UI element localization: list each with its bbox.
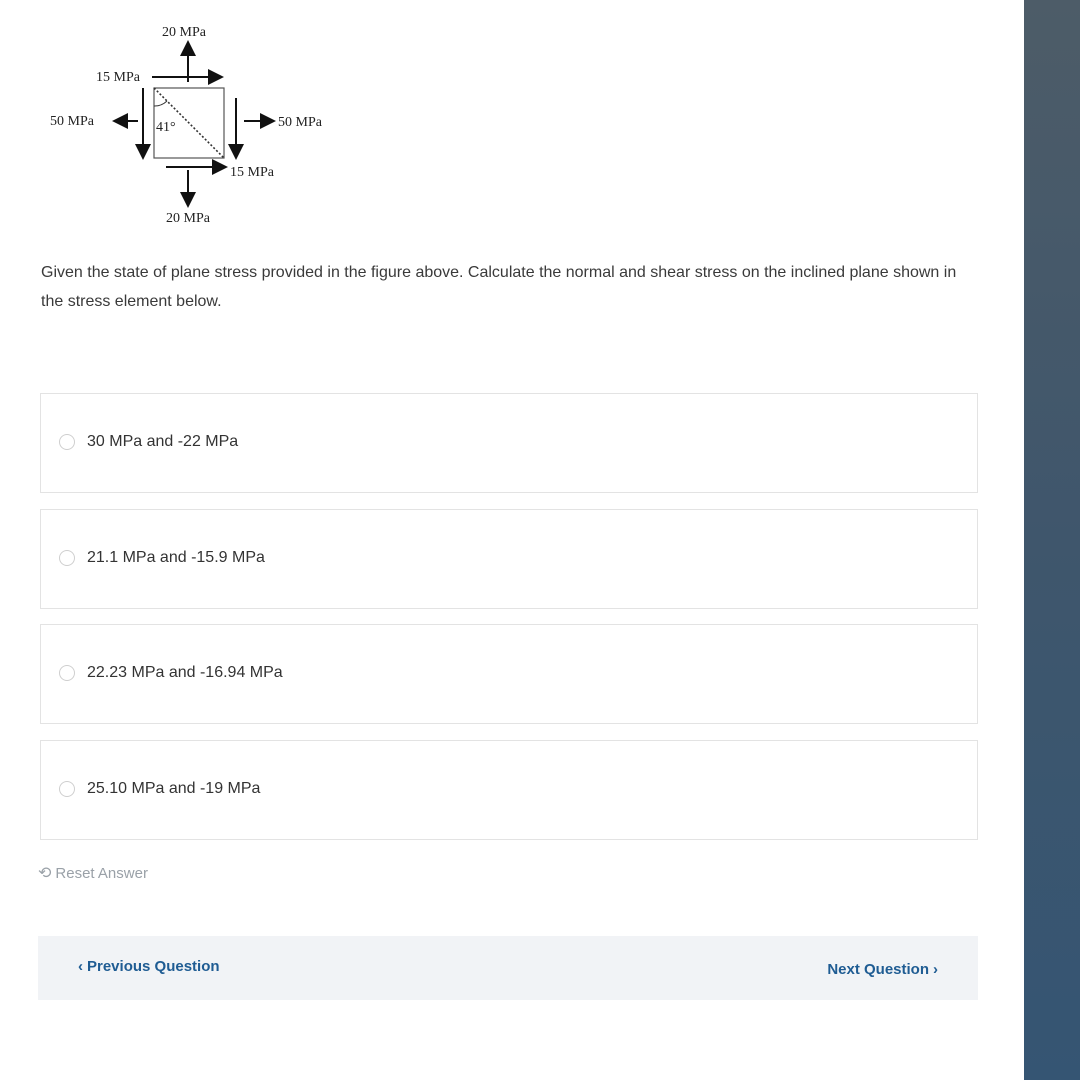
answer-option-2[interactable] bbox=[40, 509, 978, 609]
undo-icon: ⟲ bbox=[38, 864, 52, 882]
stress-element-diagram bbox=[30, 10, 350, 235]
previous-question-button[interactable] bbox=[78, 958, 220, 975]
bottom-shear-label: 15 MPa bbox=[230, 165, 274, 180]
answer-option-label: 22.23 MPa and -16.94 MPa bbox=[87, 664, 283, 681]
radio-button[interactable] bbox=[59, 781, 75, 797]
answer-option-label: 25.10 MPa and -19 MPa bbox=[87, 780, 261, 797]
left-stress-label: 50 MPa bbox=[50, 114, 94, 129]
right-side-panel bbox=[1024, 0, 1080, 1080]
top-shear-label: 15 MPa bbox=[96, 70, 140, 85]
bottom-stress-label: 20 MPa bbox=[166, 211, 210, 226]
chevron-right-icon: › bbox=[933, 961, 938, 978]
stress-element-figure bbox=[30, 10, 350, 235]
answer-option-label: 30 MPa and -22 MPa bbox=[87, 433, 239, 450]
answer-option-4[interactable] bbox=[40, 740, 978, 840]
angle-label: 41° bbox=[156, 120, 176, 135]
radio-button[interactable] bbox=[59, 550, 75, 566]
radio-button[interactable] bbox=[59, 434, 75, 450]
question-text: Given the state of plane stress provided in the figure above. Calculate the normal and shear stress on the inclined plane shown in the stress element below. bbox=[41, 264, 957, 310]
question-navigation-bar bbox=[38, 936, 978, 1000]
next-question-label: Next Question bbox=[827, 961, 929, 978]
reset-answer-label: Reset Answer bbox=[55, 865, 148, 882]
answer-option-label: 21.1 MPa and -15.9 MPa bbox=[87, 549, 265, 566]
chevron-left-icon: ‹ bbox=[78, 958, 83, 975]
reset-answer-button[interactable] bbox=[38, 865, 148, 882]
next-question-button[interactable] bbox=[827, 961, 938, 978]
top-stress-label: 20 MPa bbox=[162, 25, 206, 40]
radio-button[interactable] bbox=[59, 665, 75, 681]
answer-option-1[interactable] bbox=[40, 393, 978, 493]
answer-option-3[interactable] bbox=[40, 624, 978, 724]
previous-question-label: Previous Question bbox=[87, 958, 220, 975]
right-stress-label: 50 MPa bbox=[278, 115, 322, 130]
